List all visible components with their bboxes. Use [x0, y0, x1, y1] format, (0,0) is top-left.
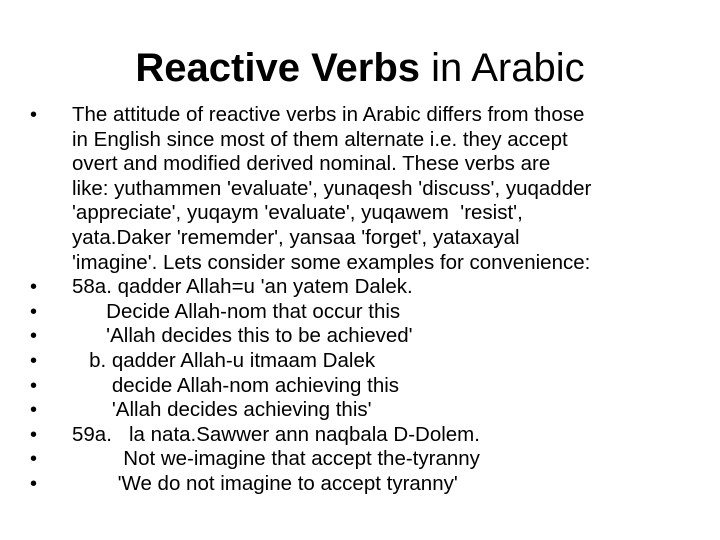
bullet-item-text: 'Allah decides achieving this' — [72, 398, 372, 422]
bullet-item-text: 'We do not imagine to accept tyranny' — [72, 471, 458, 495]
bullet-item — [28, 447, 698, 472]
bullet-item — [28, 324, 698, 349]
bullet-item — [28, 300, 698, 325]
bullet-dot: • — [30, 374, 38, 397]
bullet-intro-text — [72, 103, 698, 275]
intro-line: overt and modified derived nominal. These verbs are — [72, 152, 551, 176]
title-bold-part: Reactive Verbs — [135, 46, 421, 90]
slide-title — [0, 42, 720, 94]
bullet-item-text: Not we-imagine that accept the-tyranny — [72, 447, 480, 471]
intro-line: The attitude of reactive verbs in Arabic differs from those — [72, 103, 585, 126]
bullet-item — [28, 398, 698, 423]
title-rest-part: in Arabic — [420, 46, 585, 90]
bullet-dot: • — [30, 300, 38, 323]
intro-line: 'imagine'. Lets consider some examples for convenience: — [72, 250, 591, 274]
bullet-item — [28, 374, 698, 399]
intro-line: yata.Daker 'rememder', yansaa 'forget', yataxayal — [72, 225, 520, 249]
bullet-dot: • — [30, 349, 38, 372]
bullet-dot: • — [30, 423, 38, 446]
bullet-dot: • — [30, 325, 38, 348]
bullet-item-text: 59a. la nata.Sawwer ann naqbala D-Dolem. — [72, 422, 480, 446]
bullet-item-text: b. qadder Allah-u itmaam Dalek — [72, 348, 376, 372]
intro-line: like: yuthammen 'evaluate', yunaqesh 'discuss', yuqadder — [72, 176, 592, 200]
bullet-dot: • — [30, 472, 38, 495]
bullet-dot: • — [30, 448, 38, 471]
bullet-item-text: Decide Allah-nom that occur this — [72, 299, 401, 323]
bullet-item-text: decide Allah-nom achieving this — [72, 373, 400, 397]
intro-line: 'appreciate', yuqaym 'evaluate', yuqawem 'resist', — [72, 201, 523, 225]
bullet-list — [28, 103, 698, 497]
bullet-item-text: 58a. qadder Allah=u 'an yatem Dalek. — [72, 275, 413, 299]
intro-line: in English since most of them alternate i.e. they accept — [72, 127, 568, 151]
bullet-item — [28, 349, 698, 374]
bullet-dot: • — [30, 104, 38, 126]
bullet-dot: • — [30, 276, 38, 299]
bullet-item — [28, 275, 698, 300]
bullet-dot: • — [30, 399, 38, 422]
bullet-item — [28, 472, 698, 497]
bullet-intro — [28, 103, 698, 275]
bullet-item-text: 'Allah decides this to be achieved' — [72, 324, 413, 348]
bullet-item — [28, 423, 698, 448]
